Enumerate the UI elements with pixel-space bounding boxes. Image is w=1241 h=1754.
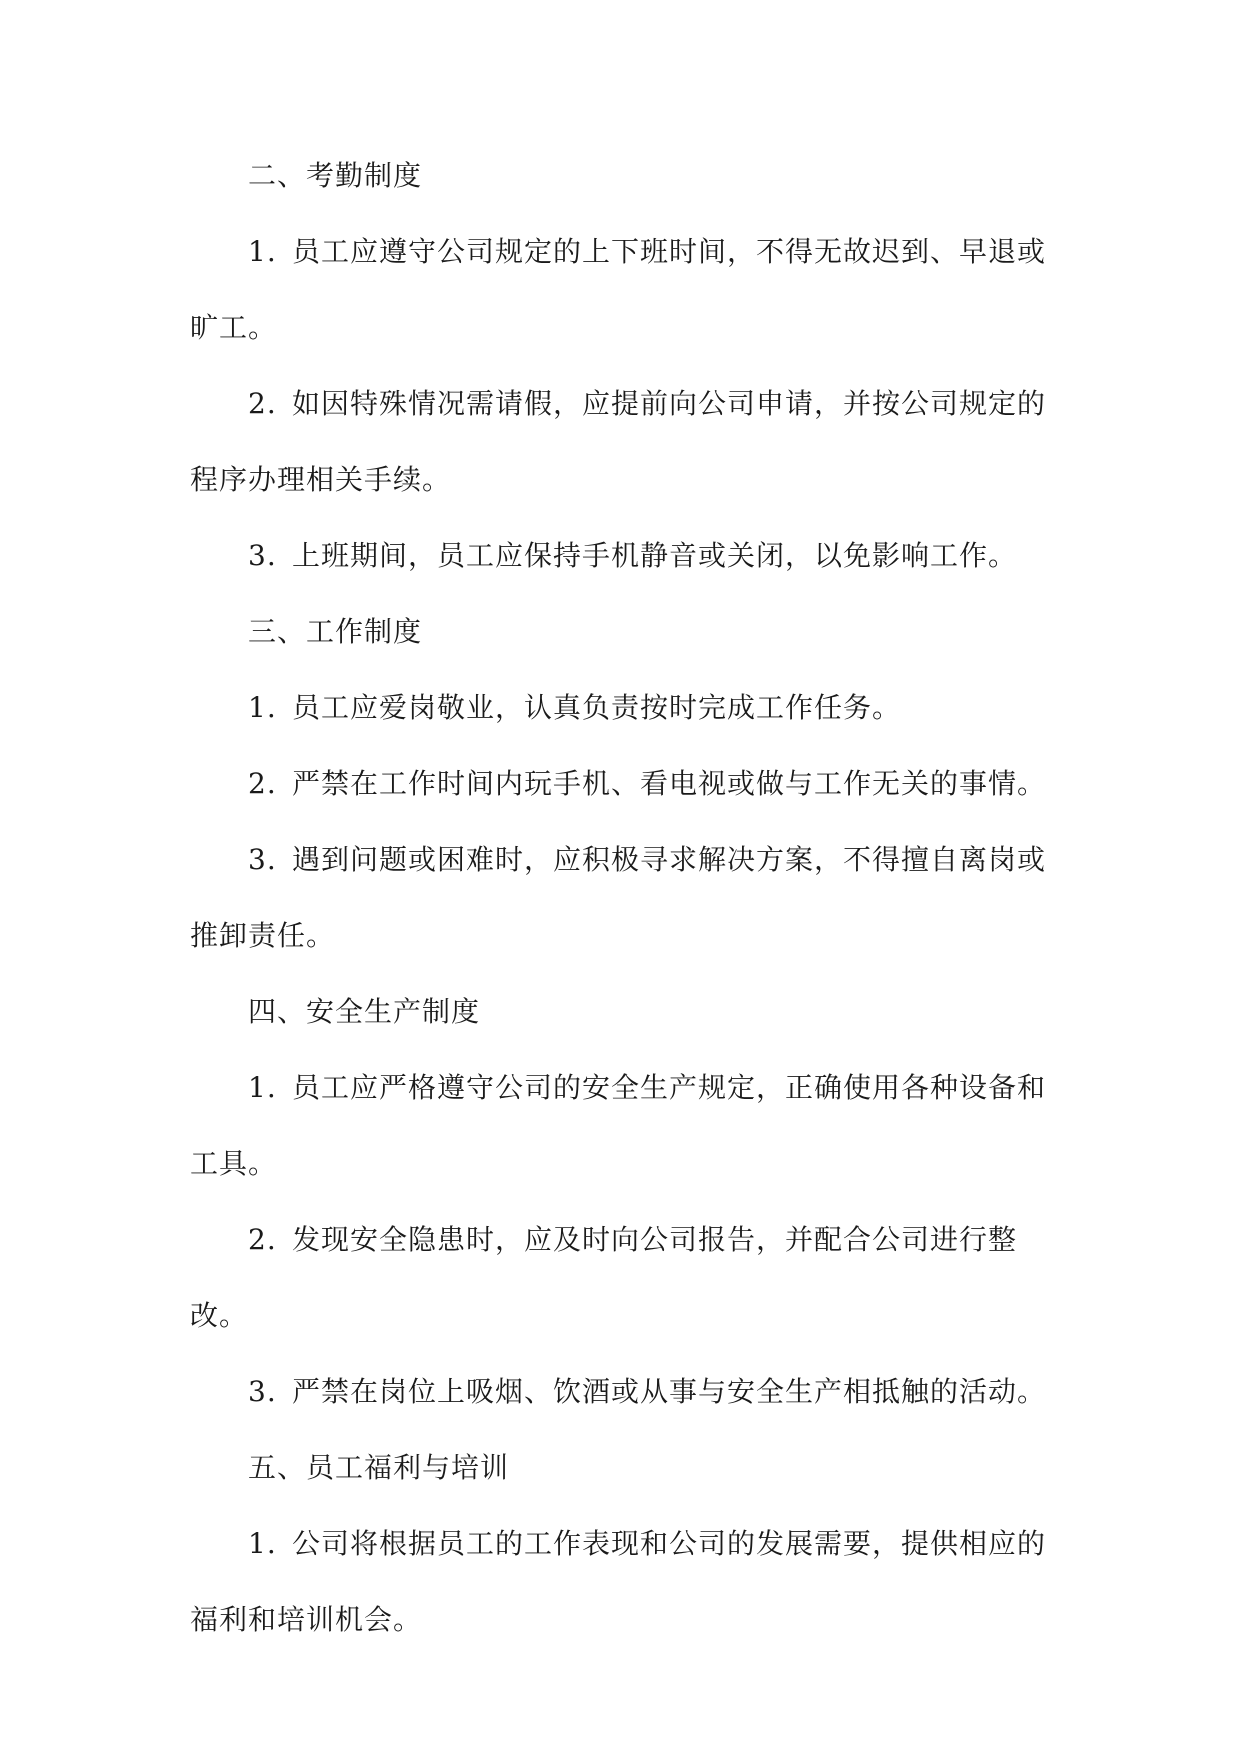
item-number: 2.: [248, 387, 277, 420]
item-number: 3.: [248, 539, 277, 572]
safety-item-2: [190, 1202, 1052, 1354]
item-text: 严禁在工作时间内玩手机、看电视或做与工作无关的事情。: [292, 767, 1047, 800]
section-heading-attendance: 二、考勤制度: [248, 159, 423, 192]
item-text: 公司将根据员工的工作表现和公司的发展需要，提供相应的福利和培训机会。: [190, 1527, 1047, 1636]
work-item-3: [190, 822, 1052, 974]
benefits-item-1: [190, 1506, 1052, 1658]
item-text: 发现安全隐患时，应及时向公司报告，并配合公司进行整改。: [190, 1223, 1018, 1332]
document-body: [190, 138, 1052, 1658]
item-number: 1.: [248, 691, 277, 724]
section-heading-work: 三、工作制度: [248, 615, 423, 648]
work-item-1: [190, 670, 1052, 746]
item-number: 2.: [248, 767, 277, 800]
item-number: 3.: [248, 1375, 277, 1408]
safety-item-3: [190, 1354, 1052, 1430]
item-text: 严禁在岗位上吸烟、饮酒或从事与安全生产相抵触的活动。: [292, 1375, 1047, 1408]
item-number: 1.: [248, 1527, 277, 1560]
item-number: 2.: [248, 1223, 277, 1256]
item-text: 遇到问题或困难时，应积极寻求解决方案，不得擅自离岗或推卸责任。: [190, 843, 1047, 952]
safety-item-1: [190, 1050, 1052, 1202]
work-item-2: [190, 746, 1052, 822]
attendance-item-3: [190, 518, 1052, 594]
attendance-item-1: [190, 214, 1052, 366]
item-text: 上班期间，员工应保持手机静音或关闭，以免影响工作。: [292, 539, 1018, 572]
section-heading-safety: 四、安全生产制度: [248, 995, 481, 1028]
item-number: 1.: [248, 235, 277, 268]
attendance-item-2: [190, 366, 1052, 518]
item-number: 3.: [248, 843, 277, 876]
item-text: 员工应严格遵守公司的安全生产规定，正确使用各种设备和工具。: [190, 1071, 1047, 1180]
item-text: 员工应遵守公司规定的上下班时间，不得无故迟到、早退或旷工。: [190, 235, 1047, 344]
section-heading-benefits: 五、员工福利与培训: [248, 1451, 510, 1484]
item-text: 员工应爱岗敬业，认真负责按时完成工作任务。: [292, 691, 902, 724]
item-number: 1.: [248, 1071, 277, 1104]
item-text: 如因特殊情况需请假，应提前向公司申请，并按公司规定的程序办理相关手续。: [190, 387, 1047, 496]
